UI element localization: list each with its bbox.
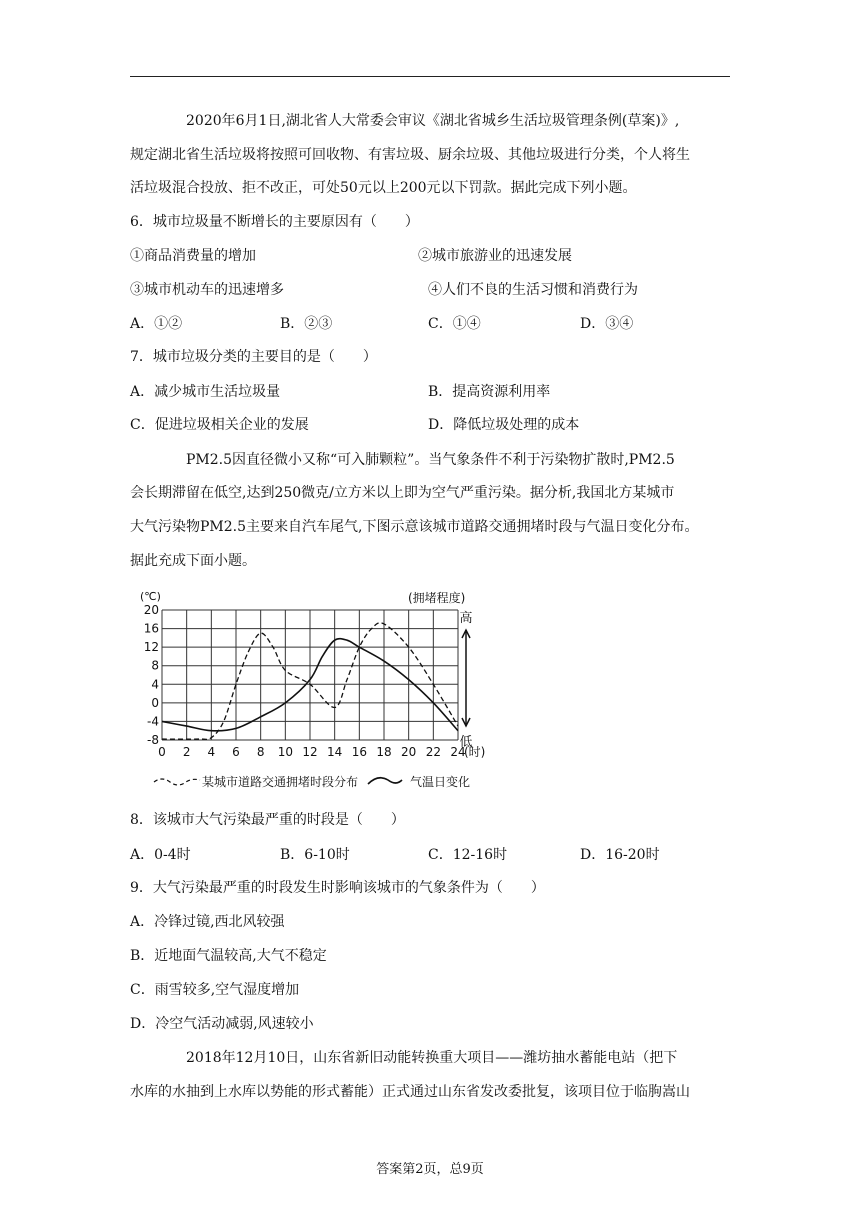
x-tick-label: 20 [401, 745, 417, 759]
q9-option-a: A．冷锋过镜,西北风较强 [130, 914, 285, 930]
intro2-line-3: 大气污染物PM2.5主要来自汽车尾气,下图示意该城市道路交通拥堵时段与气温日变化分布。 [130, 519, 699, 535]
q7-option-a: A．减少城市生活垃圾量 [130, 384, 281, 400]
congestion-low-label: 低 [459, 735, 473, 750]
y-tick-label: 8 [151, 658, 159, 673]
intro2-line-2: 会长期滞留在低空,达到250微克/立方米以上即为空气严重污染。据分析,我国北方某城市 [130, 485, 675, 501]
q6-option-b: B．②③ [280, 316, 333, 332]
q7-option-c: C．促进垃圾相关企业的发展 [130, 417, 309, 433]
x-tick-label: 8 [256, 745, 265, 759]
intro1-line-1: 2020年6月1日,湖北省人大常委会审议《湖北省城乡生活垃圾管理条例(草案)》, [186, 113, 680, 129]
question-8-stem: 8．该城市大气污染最严重的时段是（ ） [130, 812, 405, 828]
x-tick-label: 0 [158, 745, 166, 759]
x-tick-label: 22 [425, 745, 441, 759]
page-footer: 答案第2页，总9页 [376, 1162, 484, 1177]
intro1-line-2: 规定湖北省生活垃圾将按照可回收物、有害垃圾、厨余垃圾、其他垃圾进行分类，个人将生 [130, 147, 690, 163]
q6-option-d: D．③④ [580, 316, 634, 332]
legend-temperature-label: 气温日变化 [410, 775, 471, 789]
x-tick-label: 16 [351, 745, 367, 759]
q7-option-d: D．降低垃圾处理的成本 [428, 417, 580, 433]
y-axis-unit: (℃) [140, 590, 161, 603]
question-9-stem: 9．大气污染最严重的时段发生时影响该城市的气象条件为（ ） [130, 880, 545, 896]
q8-option-b: B．6-10时 [280, 847, 350, 863]
y-tick-label: -8 [147, 733, 159, 747]
x-tick-label: 14 [327, 745, 343, 759]
y-tick-label: 16 [143, 621, 159, 636]
x-tick-label: 12 [302, 745, 318, 759]
q6-item-2: ②城市旅游业的迅速发展 [418, 248, 572, 264]
x-tick-label: 10 [277, 745, 293, 759]
q9-option-b: B．近地面气温较高,大气不稳定 [130, 948, 327, 964]
header-rule [130, 76, 730, 77]
q6-option-a: A．①② [130, 316, 183, 332]
legend-dashed-swatch [154, 779, 200, 785]
intro3-line-2: 水库的水抽到上水库以势能的形式蓄能）正式通过山东省发改委批复，该项目位于临朐嵩山 [130, 1084, 690, 1100]
x-tick-label: 24 [450, 745, 466, 759]
q8-option-a: A．0-4时 [130, 847, 191, 863]
question-7-stem: 7．城市垃圾分类的主要目的是（ ） [130, 349, 377, 365]
y-tick-label: 4 [151, 677, 159, 692]
y-tick-label: -4 [147, 714, 159, 729]
intro2-line-4: 据此充成下面小题。 [130, 553, 256, 569]
legend-congestion-label: 某城市道路交通拥堵时段分布 [202, 775, 359, 789]
q6-item-4: ④人们不良的生活习惯和消费行为 [428, 282, 638, 298]
y-tick-label: 12 [143, 640, 159, 655]
x-axis-unit: (时) [464, 745, 486, 759]
intro1-line-3: 活垃圾混合投放、拒不改正，可处50元以上200元以下罚款。据此完成下列小题。 [130, 180, 637, 196]
question-6-stem: 6．城市垃圾量不断增长的主要原因有（ ） [130, 214, 419, 230]
q6-item-3: ③城市机动车的迅速增多 [130, 282, 284, 298]
q6-option-c: C．①④ [428, 316, 481, 332]
congestion-high-label: 高 [459, 611, 473, 626]
q9-option-d: D．冷空气活动减弱,风速较小 [130, 1016, 314, 1032]
intro2-line-1: PM2.5因直径微小又称“可入肺颗粒”。当气象条件不利于污染物扩散时,PM2.5 [186, 452, 675, 468]
q8-option-d: D．16-20时 [580, 847, 660, 863]
x-tick-label: 18 [376, 745, 392, 759]
legend-solid-swatch [368, 778, 402, 784]
y-tick-label: 0 [151, 695, 159, 710]
q6-item-1: ①商品消费量的增加 [130, 248, 256, 264]
y-tick-label: 20 [143, 603, 159, 617]
x-tick-label: 2 [182, 745, 191, 759]
congestion-axis-title: (拥堵程度) [408, 591, 466, 605]
traffic-temperature-chart [140, 586, 515, 800]
q9-option-c: C．雨雪较多,空气湿度增加 [130, 982, 300, 998]
intro3-line-1: 2018年12月10日，山东省新旧动能转换重大项目——潍坊抽水蓄能电站（把下 [186, 1050, 678, 1066]
q7-option-b: B．提高资源利用率 [428, 384, 551, 400]
x-tick-label: 4 [207, 745, 216, 759]
q8-option-c: C．12-16时 [428, 847, 508, 863]
x-tick-label: 6 [232, 745, 240, 759]
